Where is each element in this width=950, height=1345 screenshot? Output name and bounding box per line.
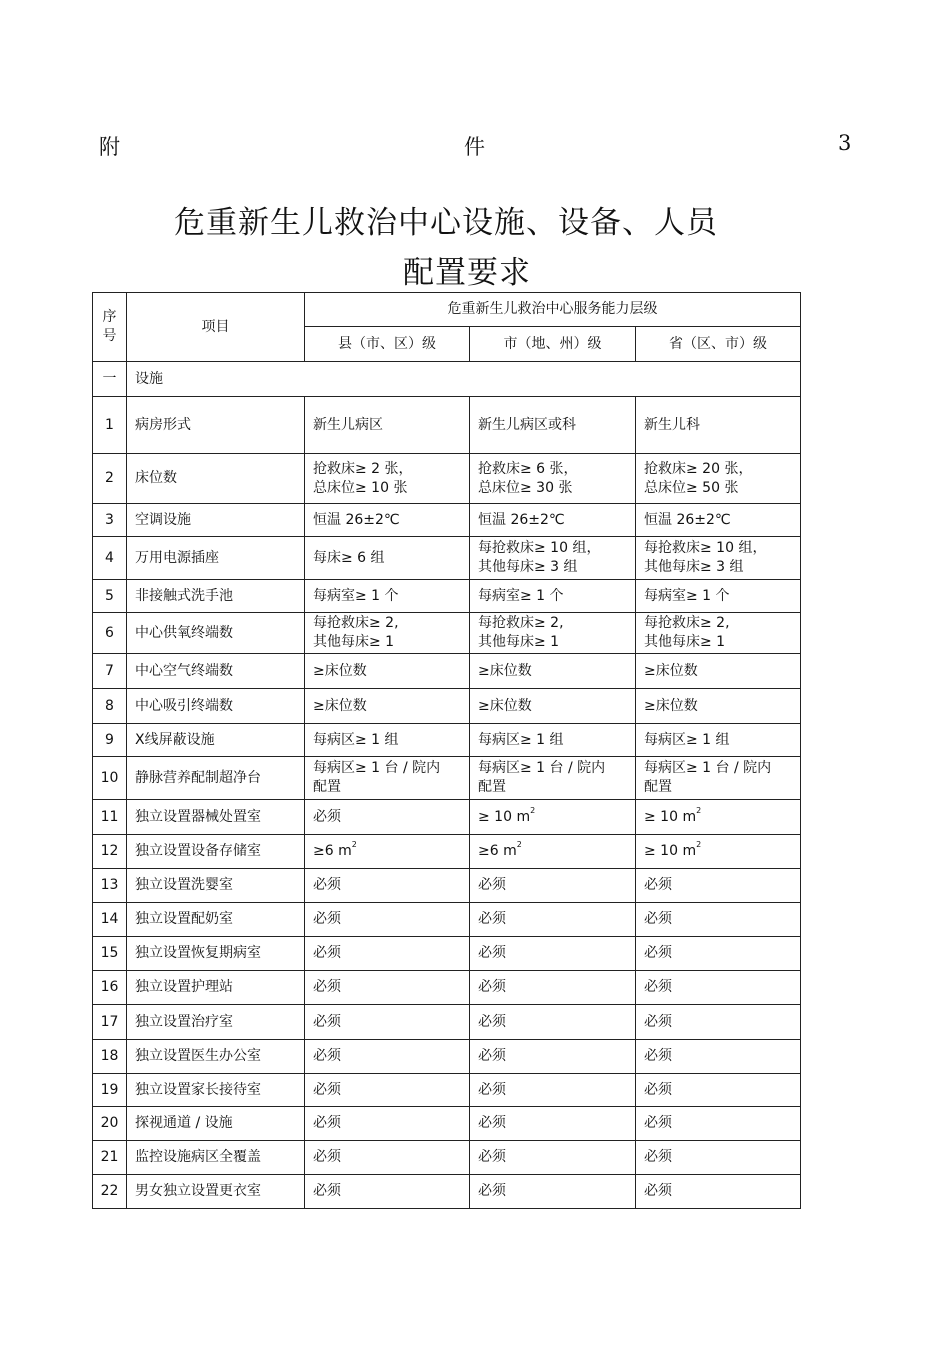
row-number-text: 8 <box>105 697 114 714</box>
row-city-level <box>470 689 636 724</box>
row-county-level-text: 必须 <box>313 1081 341 1098</box>
row-city-level-text: 必须 <box>478 1149 506 1165</box>
square-meter-superscript: 2 <box>530 805 536 815</box>
row-province-level <box>636 689 801 724</box>
row-item <box>127 689 305 724</box>
attachment-header <box>0 131 950 161</box>
row-city-level <box>470 1074 636 1107</box>
row-province-level-text: 新生儿科 <box>644 416 700 433</box>
row-item-text: 空调设施 <box>135 511 191 528</box>
row-number <box>93 504 127 537</box>
row-province-level-text: 恒温 26±2℃ <box>644 511 731 528</box>
row-number <box>93 537 127 580</box>
row-county-level <box>305 1005 470 1040</box>
row-city-level-text: 恒温 26±2℃ <box>478 511 565 528</box>
row-item <box>127 757 305 800</box>
table-row <box>93 971 801 1005</box>
row-county-level-text: 必须 <box>313 911 341 927</box>
row-province-level-text: ≥床位数 <box>644 662 698 679</box>
section-row <box>93 362 801 397</box>
row-county-level <box>305 937 470 971</box>
table-row <box>93 580 801 613</box>
row-province-level-text: 每抢救床≥ 2, 其他每床≥ 1 <box>644 615 730 650</box>
row-item-text: 独立设置医生办公室 <box>135 1048 261 1064</box>
row-item <box>127 537 305 580</box>
row-province-level <box>636 654 801 689</box>
row-item-text: 探视通道 / 设施 <box>135 1115 233 1131</box>
section-label: 设施 <box>127 362 801 397</box>
row-city-level-text: ≥床位数 <box>478 697 532 714</box>
row-province-level <box>636 613 801 654</box>
row-province-level <box>636 1141 801 1175</box>
row-province-level <box>636 1040 801 1074</box>
row-province-level-text: 必须 <box>644 911 672 927</box>
row-number-text: 2 <box>105 470 114 486</box>
row-city-level-text: ≥床位数 <box>478 662 532 679</box>
row-item-text: 独立设置配奶室 <box>135 911 233 927</box>
row-item-text: 中心吸引终端数 <box>135 697 233 714</box>
row-number-text: 1 <box>105 416 114 433</box>
table-row <box>93 613 801 654</box>
row-county-level-text: 必须 <box>313 1048 341 1064</box>
row-item-text: 中心空气终端数 <box>135 662 233 679</box>
row-province-level <box>636 800 801 835</box>
square-meter-superscript: 2 <box>516 840 522 849</box>
row-county-level <box>305 537 470 580</box>
row-province-level-text: 必须 <box>644 1115 672 1131</box>
row-province-level <box>636 1107 801 1141</box>
row-number <box>93 1074 127 1107</box>
row-county-level <box>305 397 470 454</box>
row-county-level <box>305 971 470 1005</box>
row-item-text: 独立设置洗婴室 <box>135 877 233 893</box>
table-row <box>93 1175 801 1209</box>
header-level-city: 市（地、州）级 <box>470 327 636 362</box>
row-item-text: 中心供氧终端数 <box>135 624 233 641</box>
row-province-level <box>636 1005 801 1040</box>
row-province-level <box>636 757 801 800</box>
row-city-level <box>470 869 636 903</box>
row-city-level <box>470 1040 636 1074</box>
table-row <box>93 724 801 757</box>
row-province-level-text: ≥ 10 m <box>644 843 697 859</box>
row-county-level <box>305 724 470 757</box>
row-city-level-text: 必须 <box>478 1081 506 1098</box>
row-city-level-text: 新生儿病区或科 <box>478 416 576 433</box>
square-meter-superscript: 2 <box>696 805 702 815</box>
table-row <box>93 800 801 835</box>
row-number-text: 14 <box>100 911 119 927</box>
row-province-level <box>636 971 801 1005</box>
table-row <box>93 654 801 689</box>
row-county-level-text: 必须 <box>313 1115 341 1131</box>
row-province-level-text: 必须 <box>644 1013 672 1030</box>
row-item-text: 非接触式洗手池 <box>135 587 233 604</box>
row-province-level <box>636 397 801 454</box>
row-city-level-text: 每病室≥ 1 个 <box>478 587 564 604</box>
row-item <box>127 1005 305 1040</box>
row-county-level-text: 必须 <box>313 808 341 825</box>
row-number <box>93 869 127 903</box>
row-city-level <box>470 937 636 971</box>
row-item <box>127 903 305 937</box>
row-number <box>93 757 127 800</box>
row-county-level-text: 每病区≥ 1 组 <box>313 731 399 748</box>
row-item <box>127 835 305 869</box>
row-item <box>127 1141 305 1175</box>
row-item <box>127 580 305 613</box>
row-city-level <box>470 454 636 504</box>
row-number <box>93 454 127 504</box>
row-province-level-text: 必须 <box>644 945 672 961</box>
row-city-level <box>470 724 636 757</box>
row-county-level-text: 每抢救床≥ 2, 其他每床≥ 1 <box>313 615 399 650</box>
attachment-label-middle: 件 <box>464 135 485 159</box>
row-number-text: 11 <box>100 808 119 825</box>
row-county-level-text: 每床≥ 6 组 <box>313 549 385 566</box>
row-city-level-text: 每抢救床≥ 2, 其他每床≥ 1 <box>478 615 564 650</box>
row-number-text: 19 <box>100 1081 119 1098</box>
row-city-level-text: 每抢救床≥ 10 组， 其他每床≥ 3 组 <box>478 540 601 575</box>
row-city-level <box>470 1141 636 1175</box>
requirements-table <box>92 292 801 1209</box>
row-province-level-text: 抢救床≥ 20 张， 总床位≥ 50 张 <box>644 460 753 496</box>
row-city-level-text: ≥6 m <box>478 843 517 859</box>
row-county-level-text: 必须 <box>313 877 341 893</box>
row-item-text: 独立设置设备存储室 <box>135 843 261 859</box>
row-number-text: 3 <box>105 511 114 528</box>
table-row <box>93 689 801 724</box>
row-county-level-text: 必须 <box>313 1013 341 1030</box>
row-number <box>93 903 127 937</box>
row-item-text: 独立设置家长接待室 <box>135 1081 261 1098</box>
row-item-text: 独立设置护理站 <box>135 979 233 995</box>
row-item <box>127 1074 305 1107</box>
row-item <box>127 1175 305 1209</box>
row-province-level-text: 必须 <box>644 1149 672 1165</box>
row-province-level <box>636 869 801 903</box>
table-row <box>93 1040 801 1074</box>
row-city-level-text: 必须 <box>478 911 506 927</box>
row-number-text: 9 <box>105 731 114 748</box>
row-county-level-text: 必须 <box>313 1149 341 1165</box>
row-city-level-text: 必须 <box>478 945 506 961</box>
row-county-level-text: 抢救床≥ 2 张， 总床位≥ 10 张 <box>313 460 413 496</box>
row-province-level-text: 每病区≥ 1 台 / 院内 配置 <box>644 760 772 795</box>
row-county-level-text: 新生儿病区 <box>313 416 383 433</box>
row-city-level-text: 每病区≥ 1 组 <box>478 731 564 748</box>
row-number-text: 5 <box>105 587 114 604</box>
row-city-level <box>470 580 636 613</box>
row-province-level <box>636 1175 801 1209</box>
row-province-level <box>636 724 801 757</box>
row-item <box>127 1107 305 1141</box>
table-row <box>93 1141 801 1175</box>
row-county-level-text: 必须 <box>313 1183 341 1199</box>
row-county-level-text: 每病区≥ 1 台 / 院内 配置 <box>313 760 441 795</box>
row-number <box>93 654 127 689</box>
row-number-text: 22 <box>100 1183 119 1199</box>
header-service-level-group: 危重新生儿救治中心服务能力层级 <box>305 293 801 327</box>
row-city-level-text: 必须 <box>478 979 506 995</box>
row-item-text: 独立设置治疗室 <box>135 1013 233 1030</box>
table-row <box>93 757 801 800</box>
row-province-level-text: 每病区≥ 1 组 <box>644 731 730 748</box>
table-row <box>93 1005 801 1040</box>
row-number-text: 16 <box>100 979 119 995</box>
row-item-text: 监控设施病区全覆盖 <box>135 1149 261 1165</box>
row-city-level-text: 必须 <box>478 1183 506 1199</box>
row-number <box>93 580 127 613</box>
row-number <box>93 1040 127 1074</box>
row-county-level <box>305 1107 470 1141</box>
row-province-level-text: 必须 <box>644 1048 672 1064</box>
row-item <box>127 971 305 1005</box>
row-county-level-text: ≥6 m <box>313 843 352 859</box>
row-province-level-text: 必须 <box>644 1183 672 1199</box>
row-city-level-text: 每病区≥ 1 台 / 院内 配置 <box>478 760 606 795</box>
square-meter-superscript: 2 <box>696 840 702 849</box>
header-item: 项目 <box>127 293 305 362</box>
row-city-level <box>470 397 636 454</box>
row-number-text: 4 <box>105 549 114 566</box>
row-item <box>127 504 305 537</box>
row-number-text: 21 <box>100 1149 119 1165</box>
table-row <box>93 869 801 903</box>
row-item <box>127 654 305 689</box>
document-title-line-2: 配置要求 <box>403 255 531 291</box>
row-province-level <box>636 537 801 580</box>
row-number-text: 6 <box>105 624 114 641</box>
row-number-text: 20 <box>100 1115 119 1131</box>
row-number <box>93 800 127 835</box>
row-item-text: 床位数 <box>135 470 177 486</box>
row-number <box>93 724 127 757</box>
row-province-level <box>636 1074 801 1107</box>
row-number <box>93 1141 127 1175</box>
row-item-text: 病房形式 <box>135 416 191 433</box>
row-number <box>93 1005 127 1040</box>
row-city-level-text: 抢救床≥ 6 张， 总床位≥ 30 张 <box>478 460 578 496</box>
row-item-text: X线屏蔽设施 <box>135 731 215 748</box>
row-number <box>93 835 127 869</box>
row-number <box>93 613 127 654</box>
row-city-level <box>470 1107 636 1141</box>
row-number-text: 7 <box>105 662 114 679</box>
row-item-text: 男女独立设置更衣室 <box>135 1183 261 1199</box>
row-item-text: 独立设置恢复期病室 <box>135 945 261 961</box>
row-county-level <box>305 800 470 835</box>
row-city-level-text: ≥ 10 m <box>478 808 531 825</box>
table-header-row-1 <box>93 293 801 327</box>
row-county-level <box>305 835 470 869</box>
row-city-level <box>470 835 636 869</box>
row-county-level-text: ≥床位数 <box>313 697 367 714</box>
row-province-level-text: 每病室≥ 1 个 <box>644 587 730 604</box>
row-county-level <box>305 1141 470 1175</box>
section-number: 一 <box>93 362 127 397</box>
square-meter-superscript: 2 <box>351 840 357 849</box>
row-number <box>93 937 127 971</box>
row-number <box>93 971 127 1005</box>
row-province-level-text: 必须 <box>644 877 672 893</box>
table-row <box>93 835 801 869</box>
row-number <box>93 1107 127 1141</box>
row-county-level <box>305 654 470 689</box>
row-number-text: 18 <box>100 1048 119 1064</box>
row-city-level <box>470 654 636 689</box>
row-number <box>93 397 127 454</box>
row-number <box>93 689 127 724</box>
row-county-level-text: 每病室≥ 1 个 <box>313 587 399 604</box>
table-row <box>93 397 801 454</box>
row-number-text: 17 <box>100 1013 119 1030</box>
table-row <box>93 937 801 971</box>
row-province-level <box>636 835 801 869</box>
row-province-level-text: 必须 <box>644 1081 672 1098</box>
row-city-level-text: 必须 <box>478 1013 506 1030</box>
row-item <box>127 937 305 971</box>
row-item <box>127 613 305 654</box>
row-city-level <box>470 504 636 537</box>
row-county-level <box>305 580 470 613</box>
row-city-level-text: 必须 <box>478 1115 506 1131</box>
row-county-level <box>305 1074 470 1107</box>
row-province-level <box>636 937 801 971</box>
row-county-level-text: 恒温 26±2℃ <box>313 511 400 528</box>
row-city-level <box>470 537 636 580</box>
table-row <box>93 537 801 580</box>
row-item-text: 万用电源插座 <box>135 549 219 566</box>
row-city-level <box>470 613 636 654</box>
table-row <box>93 504 801 537</box>
row-county-level <box>305 689 470 724</box>
row-city-level-text: 必须 <box>478 1048 506 1064</box>
header-level-county: 县（市、区）级 <box>305 327 470 362</box>
row-item-text: 静脉营养配制超净台 <box>135 769 261 786</box>
row-city-level-text: 必须 <box>478 877 506 893</box>
table-row <box>93 903 801 937</box>
row-number-text: 12 <box>100 843 119 859</box>
row-province-level-text: 每抢救床≥ 10 组， 其他每床≥ 3 组 <box>644 540 767 575</box>
row-province-level-text: 必须 <box>644 979 672 995</box>
row-county-level-text: 必须 <box>313 945 341 961</box>
row-county-level <box>305 1040 470 1074</box>
table-row <box>93 1107 801 1141</box>
row-province-level-text: ≥床位数 <box>644 697 698 714</box>
row-item <box>127 397 305 454</box>
row-province-level <box>636 903 801 937</box>
row-number-text: 15 <box>100 945 119 961</box>
row-city-level <box>470 1175 636 1209</box>
row-province-level-text: ≥ 10 m <box>644 808 697 825</box>
row-city-level <box>470 903 636 937</box>
attachment-label-left: 附 <box>99 135 120 159</box>
row-city-level <box>470 971 636 1005</box>
row-item <box>127 724 305 757</box>
row-item <box>127 800 305 835</box>
row-item-text: 独立设置器械处置室 <box>135 808 261 825</box>
row-province-level <box>636 504 801 537</box>
row-city-level <box>470 1005 636 1040</box>
row-number <box>93 1175 127 1209</box>
row-county-level <box>305 757 470 800</box>
row-county-level <box>305 504 470 537</box>
attachment-number: 3 <box>838 131 852 155</box>
row-item <box>127 1040 305 1074</box>
row-county-level <box>305 1175 470 1209</box>
row-county-level-text: 必须 <box>313 979 341 995</box>
header-level-province: 省（区、市）级 <box>636 327 801 362</box>
table-row <box>93 1074 801 1107</box>
row-number-text: 13 <box>100 877 119 893</box>
row-county-level <box>305 454 470 504</box>
row-city-level <box>470 757 636 800</box>
document-title-line-1: 危重新生儿救治中心设施、设备、人员 <box>174 205 718 241</box>
row-item <box>127 869 305 903</box>
row-province-level <box>636 580 801 613</box>
row-county-level-text: ≥床位数 <box>313 662 367 679</box>
row-province-level <box>636 454 801 504</box>
row-item <box>127 454 305 504</box>
header-seq: 序 号 <box>93 293 127 362</box>
row-number-text: 10 <box>100 769 119 786</box>
row-city-level <box>470 800 636 835</box>
table-row <box>93 454 801 504</box>
row-county-level <box>305 903 470 937</box>
row-county-level <box>305 869 470 903</box>
row-county-level <box>305 613 470 654</box>
